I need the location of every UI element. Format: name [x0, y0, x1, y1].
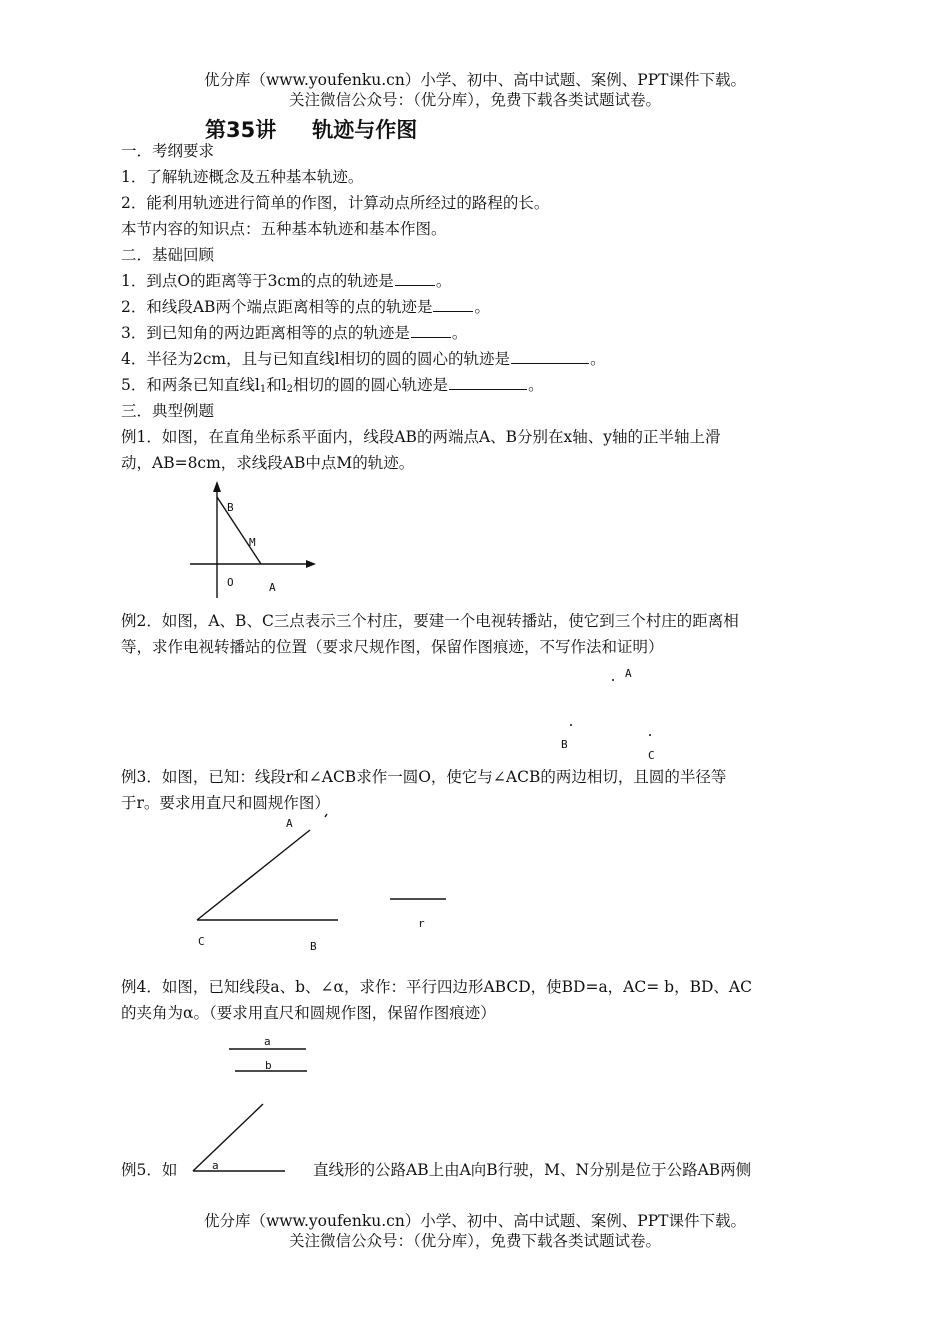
label-b: B [227, 501, 234, 514]
point-c [649, 734, 651, 736]
example4-line2: 的夹角为α。（要求用直尺和圆规作图，保留作图痕迹） [121, 1004, 496, 1022]
point-a [612, 679, 614, 681]
example1-line1: 例1．如图，在直角坐标系平面内，线段AB的两端点A、B分别在x轴、y轴的正半轴上滑 [121, 428, 721, 446]
footer-line-1: 优分库（www.youfenku.cn）小学、初中、高中试题、案例、PPT课件下载。 [203, 1212, 747, 1230]
label-a: A [269, 581, 276, 594]
answer-blank [433, 298, 473, 312]
label-b: B [561, 738, 568, 751]
header-line-2: 关注微信公众号：（优分库），免费下载各类试题试卷。 [288, 91, 661, 109]
question-3: 3．到已知角的两边距离相等的点的轨迹是 。 [121, 324, 468, 342]
example2-line1: 例2．如图，A、B、C三点表示三个村庄，要建一个电视转播站，使它到三个村庄的距离相 [121, 612, 739, 630]
label-m: M [249, 536, 256, 549]
lecture-topic: 轨迹与作图 [312, 118, 418, 142]
question-2: 2．和线段AB两个端点距离相等的点的轨迹是 。 [121, 298, 490, 316]
example1-line2: 动，AB=8cm，求线段AB中点M的轨迹。 [121, 454, 415, 472]
label-c: C [648, 749, 655, 762]
label-a: A [625, 667, 632, 680]
question-5: 5．和两条已知直线$l_1$和$l_2$相切的圆的圆心轨迹是 。 [121, 376, 544, 395]
tick-mark [325, 814, 327, 817]
example2-line2: 等，求作电视转播站的位置（要求尺规作图，保留作图痕迹，不写作法和证明） [121, 638, 664, 656]
section3-heading: 三．典型例题 [121, 402, 215, 420]
label-o: O [227, 576, 234, 589]
question-1: 1．到点O的距离等于3cm的点的轨迹是 。 [121, 272, 452, 290]
x-axis-arrow [306, 560, 316, 568]
segment-ab [217, 497, 261, 564]
label-a: A [286, 817, 293, 830]
label-b: b [265, 1059, 272, 1072]
point-b [570, 724, 572, 726]
question-4: 4．半径为2cm，且与已知直线l相切的圆的圆心的轨迹是 。 [121, 350, 606, 368]
example4-line1: 例4．如图，已知线段a、b、∠α，求作：平行四边形ABCD，使BD=a，AC= b，BD、AC [121, 978, 752, 996]
label-b: B [310, 940, 317, 953]
example3-line1: 例3．如图，已知：线段r和∠ACB求作一圆O，使它与∠ACB的两边相切，且圆的半径等 [121, 768, 727, 786]
label-alpha: a [212, 1159, 219, 1172]
example5-rest: 直线形的公路AB上由A向B行驶，M、N分别是位于公路AB两侧 [313, 1161, 752, 1179]
example3-line2: 于r。要求用直尺和圆规作图） [121, 794, 330, 812]
y-axis-arrow [213, 481, 221, 492]
label-a: a [264, 1035, 271, 1048]
lecture-number: 第35讲 [205, 118, 277, 142]
figure-3-angle-and-segment [190, 812, 460, 957]
example5-start: 例5．如 [121, 1161, 178, 1179]
section1-item1: 1．了解轨迹概念及五种基本轨迹。 [121, 168, 364, 186]
section1-item2: 2．能利用轨迹进行简单的作图，计算动点所经过的路程的长。 [121, 194, 550, 212]
page-title [205, 114, 453, 144]
figure-1-coordinate-axes [185, 478, 320, 603]
figure-4-segments-and-angle [190, 1033, 300, 1175]
answer-blank [411, 324, 451, 338]
section1-knowledge: 本节内容的知识点：五种基本轨迹和基本作图。 [121, 220, 447, 238]
answer-blank [449, 376, 527, 390]
label-r: r [418, 917, 425, 930]
answer-blank [395, 272, 435, 286]
footer-line-2: 关注微信公众号：（优分库），免费下载各类试题试卷。 [288, 1232, 661, 1250]
figure-2-three-villages [555, 660, 675, 770]
angle-ray [193, 1104, 263, 1171]
answer-blank [511, 350, 589, 364]
ray-ca [197, 830, 310, 920]
label-c: C [198, 935, 205, 948]
header-line-1: 优分库（www.youfenku.cn）小学、初中、高中试题、案例、PPT课件下载。 [203, 71, 747, 89]
section1-heading: 一．考纲要求 [121, 142, 215, 160]
section2-heading: 二．基础回顾 [121, 246, 215, 264]
